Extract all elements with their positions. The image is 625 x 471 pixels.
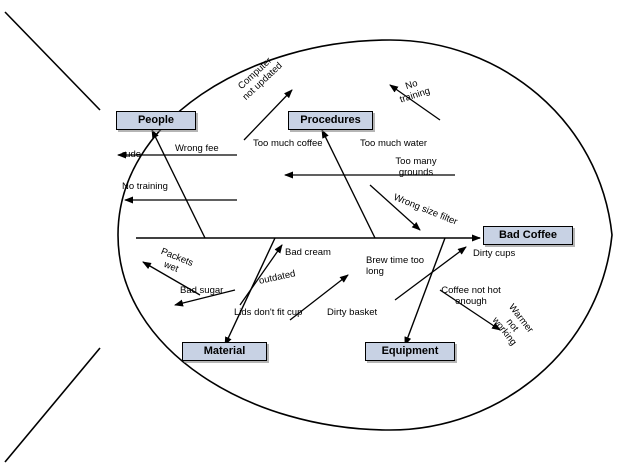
effect-box-bad-coffee[interactable] [483,226,573,245]
category-box-procedures[interactable] [288,111,373,130]
cause-label-computer-not-updated: Computer not updated [236,55,285,103]
cause-label-wrong-size-filter: Wrong size filter [391,192,459,228]
category-label-procedures: Procedures [300,114,361,126]
cause-label-bad-cream: Bad cream [285,247,331,258]
cause-label-lids-dont-fit-cup: Lids don't fit cup [234,307,303,318]
people-subbones [118,155,237,200]
cause-label-too-much-water: Too much water [360,138,428,149]
cause-label-wrong-fee: Wrong fee [175,143,219,154]
category-box-equipment[interactable] [365,342,455,361]
cause-label-dirty-cups: Dirty cups [473,248,516,259]
category-label-equipment: Equipment [381,345,439,357]
category-box-people[interactable] [116,111,196,130]
cause-label-dirty-basket: Dirty basket [327,307,378,318]
effect-label: Bad Coffee [498,229,558,241]
cause-label-warmer-not-working: Warmer not working [489,301,536,348]
cause-label-bad-sugar: Bad sugar [180,285,224,296]
cause-label-coffee-not-hot-enough: Coffee not hot enough [441,285,501,307]
cause-label-outdated: outdated [258,268,297,287]
category-label-material: Material [203,345,246,357]
category-label-people: People [137,114,175,126]
category-box-material[interactable] [182,342,267,361]
cause-label-brew-time-too-long: Brew time too long [366,255,425,277]
cause-label-rude: rude [122,149,142,160]
cause-label-too-many-grounds: Too many grounds [395,156,437,178]
cause-label-too-much-coffee: Too much coffee [253,138,323,149]
cause-label-no-training-procedures: No training [398,77,432,106]
cause-label-no-training-people: No training [122,181,168,192]
cause-label-packets-wet: Packets wet [159,246,195,275]
